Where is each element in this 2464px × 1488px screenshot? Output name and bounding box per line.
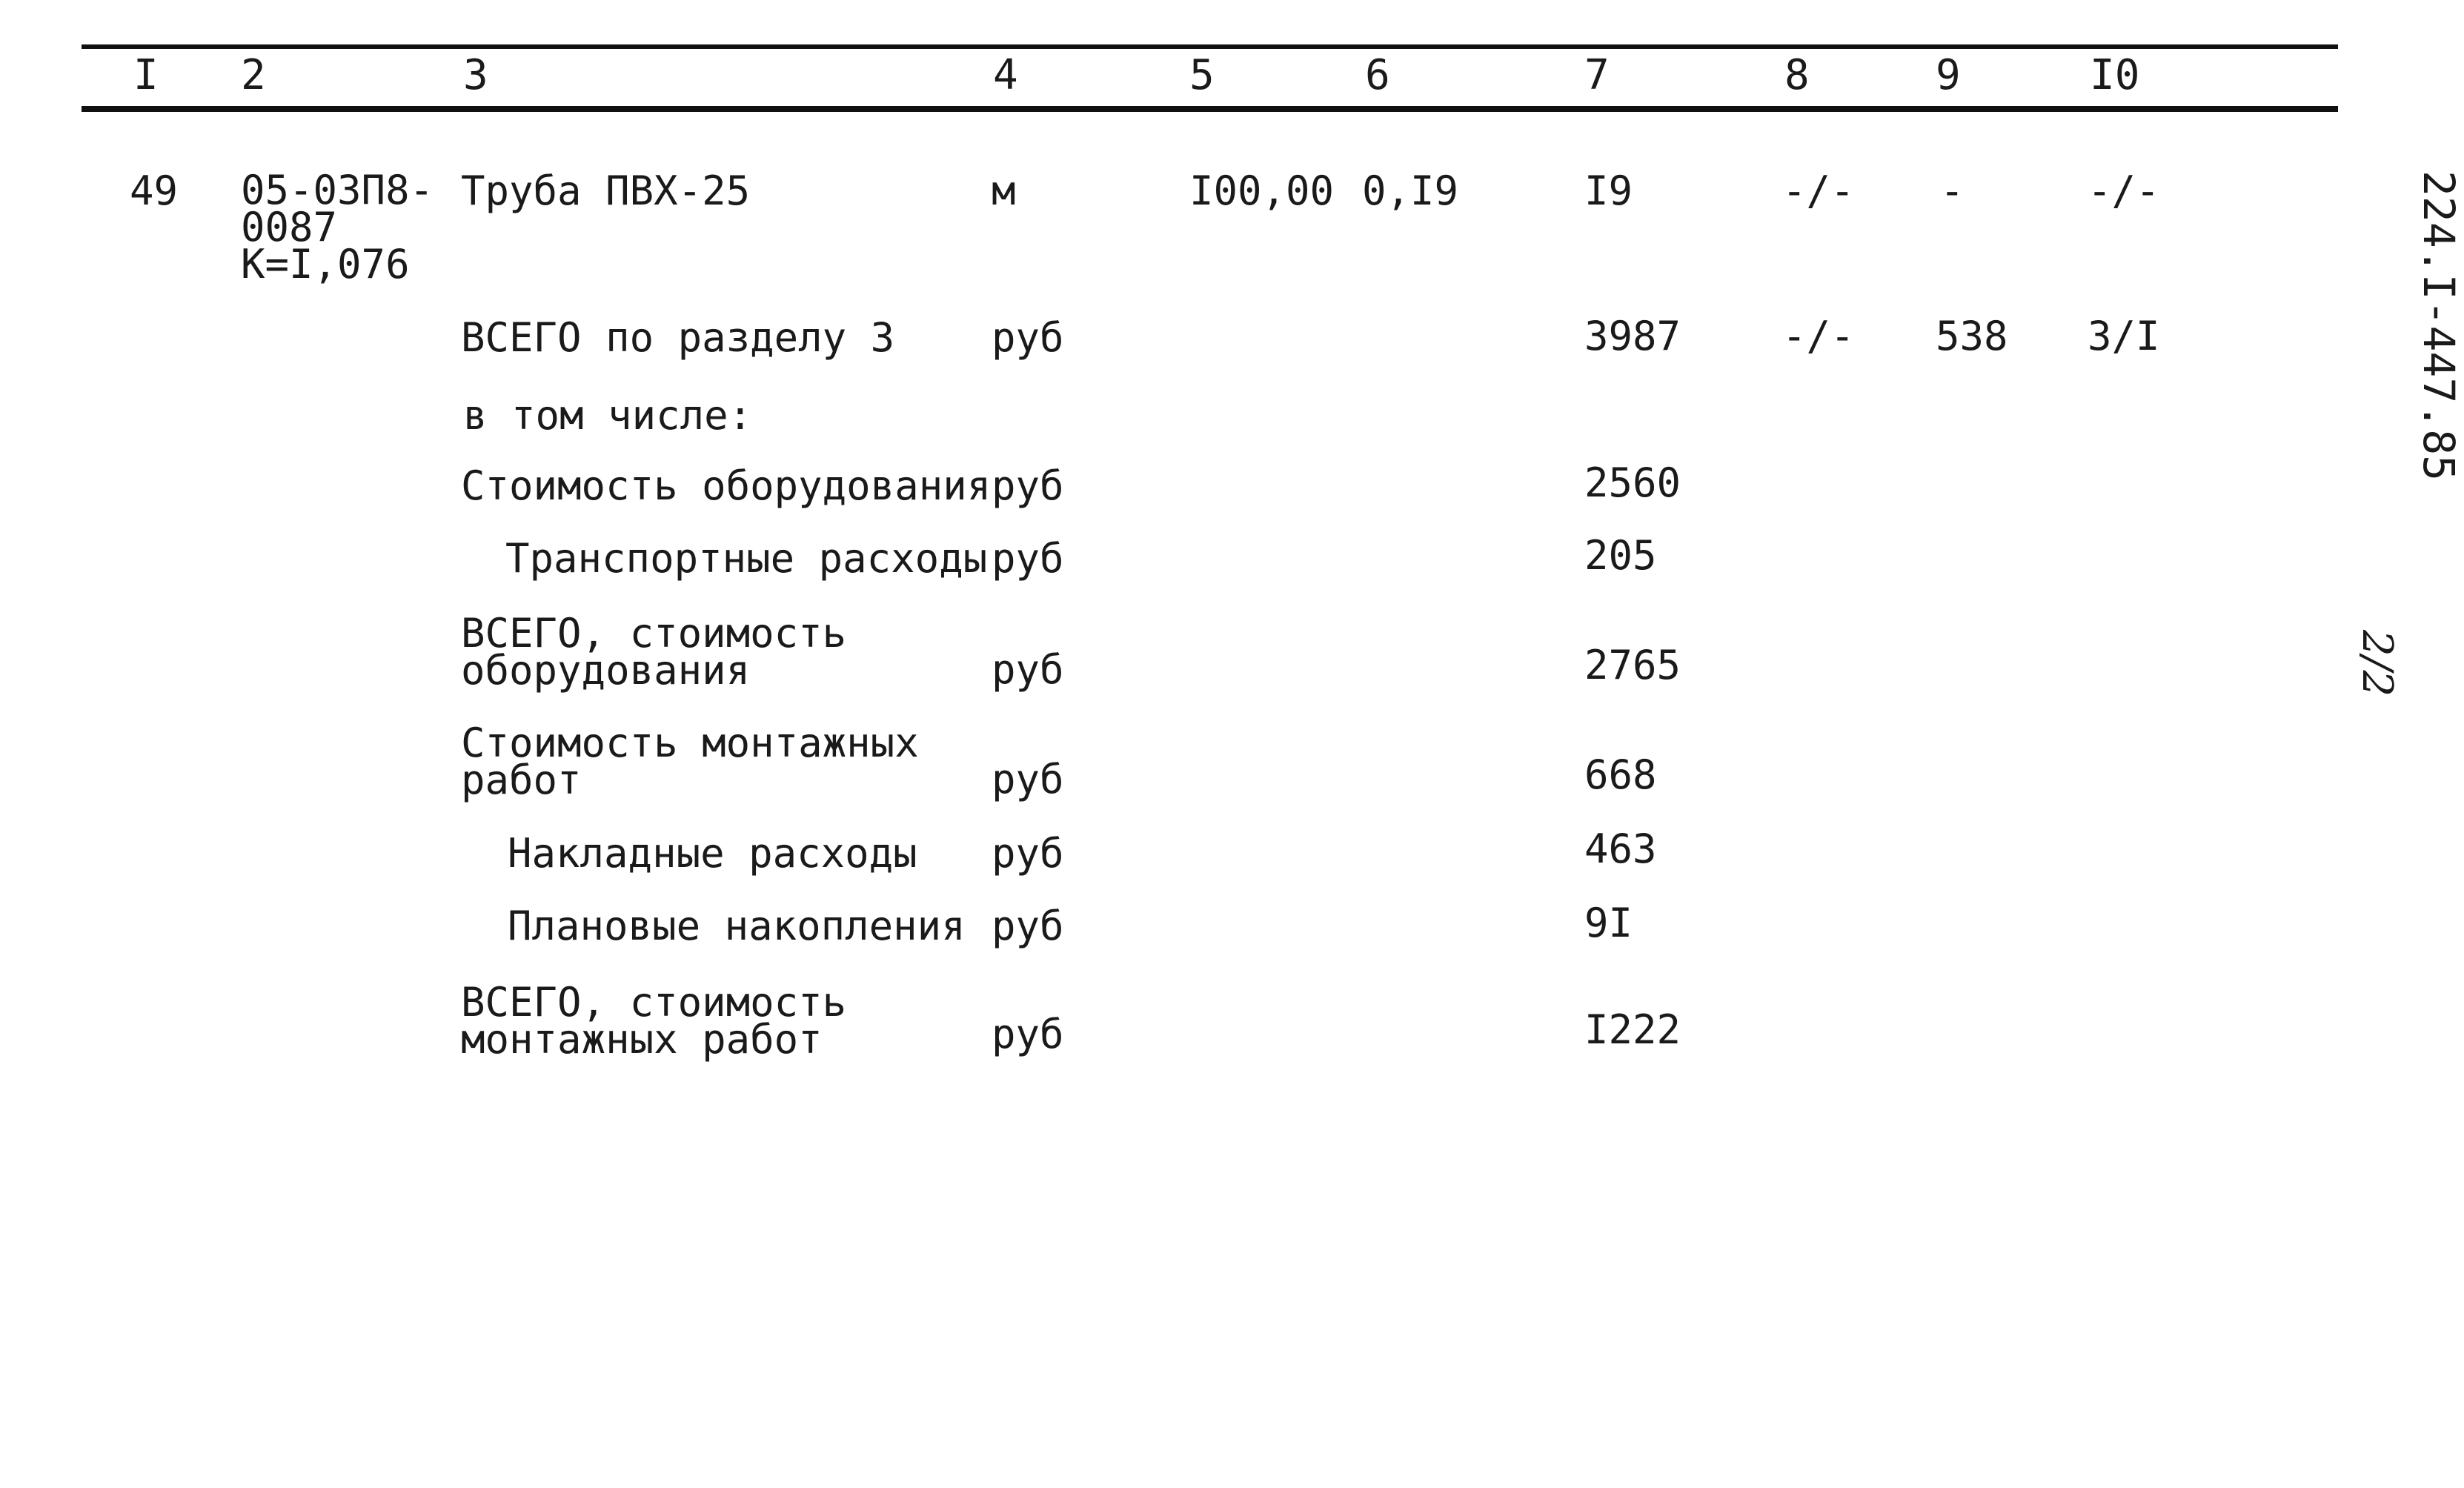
including-label: в том числе:: [463, 392, 753, 439]
section-total-col10: 3/I: [2088, 313, 2160, 359]
overhead-unit: руб: [992, 830, 1064, 877]
item-total: I9: [1584, 167, 1633, 214]
equipment-cost-unit: руб: [992, 462, 1064, 509]
col-header-2: 2: [241, 51, 266, 99]
overhead-value: 463: [1584, 826, 1657, 872]
overhead-label: Накладные расходы: [508, 830, 917, 877]
item-number: 49: [130, 167, 179, 214]
section-total-unit: руб: [992, 314, 1064, 361]
item-col8: -/-: [1782, 167, 1855, 214]
transport-unit: руб: [992, 535, 1064, 582]
table-header-rule: [82, 106, 2338, 112]
col-header-3: 3: [463, 51, 488, 99]
document-code: 224.I-447.85: [2414, 170, 2464, 482]
col-header-5: 5: [1189, 51, 1215, 99]
col-header-7: 7: [1584, 51, 1610, 99]
col-header-1: I: [133, 51, 159, 99]
col-header-9: 9: [1936, 51, 1961, 99]
section-total-value: 3987: [1584, 313, 1681, 359]
planned-label: Плановые накопления: [508, 903, 966, 949]
install-cost-unit: руб: [992, 756, 1064, 803]
install-cost-value: 668: [1584, 751, 1657, 798]
install-total-unit: руб: [992, 1011, 1064, 1057]
install-total-label: ВСЕГО, стоимость монтажных работ: [461, 979, 847, 1063]
col-header-6: 6: [1365, 51, 1390, 99]
section-total-col9: 538: [1936, 313, 2008, 359]
transport-value: 205: [1584, 532, 1657, 579]
col-header-4: 4: [993, 51, 1018, 99]
equipment-total-label: ВСЕГО, стоимость оборудования: [461, 610, 847, 694]
install-cost-label: Стоимость монтажных работ: [461, 720, 919, 803]
item-col9: -: [1940, 167, 1965, 214]
item-code: 05-03П8- 0087 К=I,076: [241, 167, 434, 288]
col-header-10: I0: [2090, 51, 2140, 99]
install-total-value: I222: [1584, 1006, 1681, 1053]
equipment-cost-value: 2560: [1584, 459, 1681, 506]
page-mark: 2/2: [2353, 630, 2401, 697]
item-unit: м: [992, 167, 1016, 214]
planned-unit: руб: [992, 903, 1064, 949]
col-header-8: 8: [1784, 51, 1810, 99]
item-price: 0,I9: [1362, 167, 1459, 214]
section-total-label: ВСЕГО по разделу 3: [461, 314, 895, 361]
item-name: Труба ПВХ-25: [461, 167, 751, 214]
item-quantity: I00,00: [1189, 167, 1335, 214]
table-top-rule: [82, 44, 2338, 49]
section-total-col8: -/-: [1782, 313, 1855, 359]
equipment-total-value: 2765: [1584, 642, 1681, 688]
transport-label: Транспортные расходы: [505, 535, 988, 582]
equipment-total-unit: руб: [992, 646, 1064, 693]
planned-value: 9I: [1584, 900, 1633, 946]
item-col10: -/-: [2088, 167, 2160, 214]
equipment-cost-label: Стоимость оборудования: [461, 462, 992, 509]
